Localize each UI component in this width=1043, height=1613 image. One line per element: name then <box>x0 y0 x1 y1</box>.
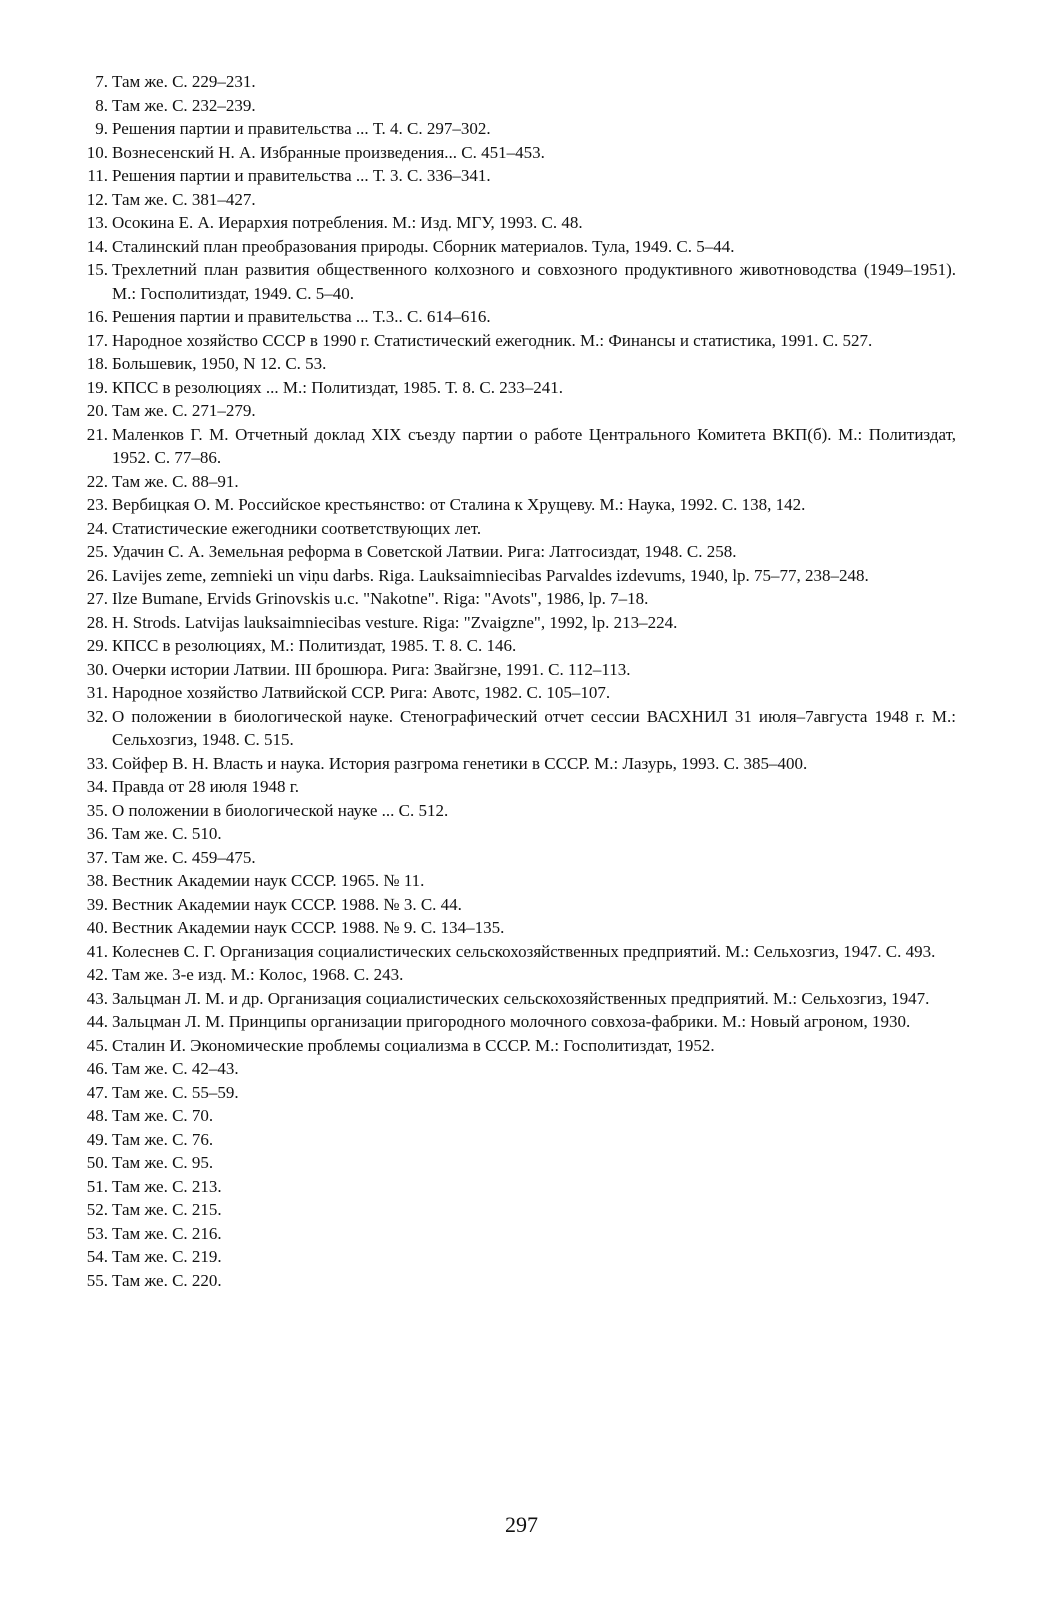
endnote-text: Там же. С. 216. <box>112 1223 222 1243</box>
endnote-item <box>76 1128 956 1152</box>
endnote-item <box>76 1245 956 1269</box>
endnote-text: Там же. С. 76. <box>112 1129 214 1149</box>
endnote-text: Там же. С. 88–91. <box>112 471 239 491</box>
endnote-text: Там же. С. 381–427. <box>112 189 256 209</box>
endnote-item <box>76 822 956 846</box>
endnote-text: Вестник Академии наук СССР. 1988. № 9. С. 134–135. <box>112 918 505 937</box>
endnote-number: 13. <box>86 213 108 232</box>
endnote-text: КПСС в резолюциях, М.: Политиздат, 1985. Т. 8. С. 146. <box>112 636 517 655</box>
endnote-item <box>76 211 956 235</box>
endnote-item <box>76 987 956 1011</box>
endnote-item <box>76 117 956 141</box>
endnote-text: Там же. С. 215. <box>112 1200 222 1219</box>
endnote-item <box>76 470 956 494</box>
endnote-text: Маленков Г. М. Отчетный доклад XIX съезду партии о работе Центрального Комитета ВКП(б). М.: Политиздат, 1952. С. 77–86. <box>112 424 956 467</box>
endnote-text: Там же. 3-е изд. М.: Колос, 1968. С. 243. <box>112 965 404 984</box>
endnote-number: 15. <box>86 260 108 279</box>
endnote-text: Вербицкая О. М. Российское крестьянство: от Сталина к Хрущеву. М.: Наука, 1992. С. 138, 142. <box>112 495 806 514</box>
endnote-text: Народное хозяйство Латвийской ССР. Рига: Авотс, 1982. С. 105–107. <box>112 683 611 702</box>
endnote-number: 54. <box>86 1247 108 1266</box>
endnote-text: Удачин С. А. Земельная реформа в Советской Латвии. Рига: Латгосиздат, 1948. С. 258. <box>112 542 737 561</box>
endnote-number: 14. <box>86 236 108 256</box>
endnote-number: 30. <box>86 659 108 679</box>
endnote-item <box>76 1269 956 1293</box>
endnote-item <box>76 164 956 188</box>
endnote-text: Там же. С. 459–475. <box>112 847 256 867</box>
endnote-item <box>76 587 956 611</box>
endnote-text: Зальцман Л. М. и др. Организация социалистических сельскохозяйственных предприятий. М.: Сельхозгиз, 1947. <box>112 988 930 1008</box>
endnote-number: 48. <box>86 1106 108 1125</box>
endnote-item <box>76 869 956 893</box>
endnote-item <box>76 658 956 682</box>
endnote-number: 36. <box>86 824 108 843</box>
endnote-text: Трехлетний план развития общественного колхозного и совхозного продуктивного животноводства (1949–1951). М.: Госполитиздат, 1949. С. 5–40. <box>112 260 956 303</box>
endnote-item <box>76 141 956 165</box>
endnote-text: Там же. С. 55–59. <box>112 1082 239 1102</box>
endnote-item <box>76 352 956 376</box>
endnote-number: 16. <box>86 307 108 326</box>
endnote-text: Колеснев С. Г. Организация социалистических сельскохозяйственных предприятий. М.: Сельхозгиз, 1947. С. 493. <box>112 941 936 961</box>
endnote-item <box>76 1081 956 1105</box>
endnote-item <box>76 705 956 752</box>
endnote-number: 23. <box>86 495 108 514</box>
endnote-number: 44. <box>86 1012 108 1031</box>
endnote-number: 25. <box>86 542 108 561</box>
endnote-number: 53. <box>86 1223 108 1243</box>
endnote-item <box>76 963 956 987</box>
endnote-number: 32. <box>86 706 108 726</box>
endnote-number: 51. <box>86 1176 108 1196</box>
endnote-item <box>76 540 956 564</box>
endnote-number: 46. <box>86 1059 108 1078</box>
endnote-item <box>76 940 956 964</box>
endnote-number: 49. <box>86 1129 108 1149</box>
endnote-text: Там же. С. 271–279. <box>112 401 256 420</box>
endnote-number: 31. <box>86 683 108 702</box>
endnote-number: 9. <box>95 119 108 138</box>
endnote-number: 26. <box>86 565 108 585</box>
endnote-number: 19. <box>86 377 108 397</box>
endnote-item <box>76 423 956 470</box>
endnote-text: Ilze Bumane, Ervids Grinovskis u.c. "Nakotne". Riga: "Avots", 1986, lp. 7–18. <box>112 589 649 608</box>
endnote-item <box>76 799 956 823</box>
endnote-text: КПСС в резолюциях ... М.: Политиздат, 1985. Т. 8. С. 233–241. <box>112 377 563 397</box>
endnote-text: Осокина Е. А. Иерархия потребления. М.: Изд. МГУ, 1993. С. 48. <box>112 213 583 232</box>
endnote-number: 28. <box>86 612 108 632</box>
endnote-item <box>76 1222 956 1246</box>
endnote-text: Статистические ежегодники соответствующих лет. <box>112 518 482 538</box>
endnote-number: 10. <box>86 142 108 162</box>
endnote-text: Сталин И. Экономические проблемы социализма в СССР. М.: Госполитиздат, 1952. <box>112 1035 715 1055</box>
endnote-number: 38. <box>86 871 108 890</box>
endnote-item <box>76 305 956 329</box>
endnote-item <box>76 611 956 635</box>
endnote-item <box>76 329 956 353</box>
endnote-item <box>76 235 956 259</box>
endnote-number: 22. <box>86 471 108 491</box>
endnote-item <box>76 775 956 799</box>
endnote-number: 52. <box>86 1200 108 1219</box>
endnote-text: Сойфер В. Н. Власть и наука. История разгрома генетики в СССР. М.: Лазурь, 1993. С. 385–400. <box>112 753 808 773</box>
endnote-item <box>76 70 956 94</box>
endnote-number: 50. <box>86 1153 108 1172</box>
endnote-text: Сталинский план преобразования природы. Сборник материалов. Тула, 1949. С. 5–44. <box>112 236 735 256</box>
endnote-item <box>76 893 956 917</box>
endnote-text: Там же. С. 232–239. <box>112 95 256 115</box>
endnote-item <box>76 94 956 118</box>
endnote-number: 29. <box>86 636 108 655</box>
endnote-number: 39. <box>86 894 108 914</box>
endnote-item <box>76 258 956 305</box>
endnote-item <box>76 1057 956 1081</box>
endnote-text: Вестник Академии наук СССР. 1965. № 11. <box>112 871 425 890</box>
endnote-number: 7. <box>95 72 108 91</box>
endnote-text: Вестник Академии наук СССР. 1988. № 3. С. 44. <box>112 894 462 914</box>
endnote-item <box>76 1198 956 1222</box>
endnote-number: 34. <box>86 777 108 796</box>
endnote-text: Там же. С. 510. <box>112 824 222 843</box>
endnote-text: Там же. С. 95. <box>112 1153 214 1172</box>
endnote-item <box>76 493 956 517</box>
endnote-text: Решения партии и правительства ... Т. 4. С. 297–302. <box>112 119 491 138</box>
endnote-item <box>76 681 956 705</box>
page-number: 297 <box>505 1512 538 1537</box>
endnote-text: О положении в биологической науке. Стенографический отчет сессии ВАСХНИЛ 31 июля–7августа 1948 г. М.: Сельхозгиз, 1948. С. 515. <box>112 706 956 749</box>
endnote-text: Правда от 28 июля 1948 г. <box>112 777 300 796</box>
endnote-item <box>76 1034 956 1058</box>
endnote-number: 42. <box>86 965 108 984</box>
endnote-item <box>76 376 956 400</box>
endnote-number: 27. <box>86 589 108 608</box>
endnote-number: 37. <box>86 847 108 867</box>
endnote-text: Там же. С. 70. <box>112 1106 214 1125</box>
endnote-item <box>76 846 956 870</box>
endnote-item <box>76 1010 956 1034</box>
endnote-text: Там же. С. 220. <box>112 1270 222 1290</box>
endnote-number: 43. <box>86 988 108 1008</box>
endnote-number: 24. <box>86 518 108 538</box>
endnote-item <box>76 1175 956 1199</box>
endnote-number: 35. <box>86 800 108 820</box>
endnote-text: Народное хозяйство СССР в 1990 г. Статистический ежегодник. М.: Финансы и статистика, 1991. С. 527. <box>112 330 873 350</box>
endnote-number: 18. <box>86 354 108 373</box>
endnote-number: 40. <box>86 918 108 937</box>
endnote-text: Там же. С. 219. <box>112 1247 222 1266</box>
endnote-text: Там же. С. 42–43. <box>112 1059 239 1078</box>
endnote-text: О положении в биологической науке ... С. 512. <box>112 800 449 820</box>
endnote-item <box>76 1104 956 1128</box>
endnote-number: 41. <box>86 941 108 961</box>
endnote-text: H. Strods. Latvijas lauksaimniecibas vesture. Riga: "Zvaigzne", 1992, lp. 213–224. <box>112 612 678 632</box>
endnote-item <box>76 634 956 658</box>
endnote-text: Там же. С. 213. <box>112 1176 222 1196</box>
endnote-item <box>76 517 956 541</box>
endnote-text: Вознесенский Н. А. Избранные произведения... С. 451–453. <box>112 142 545 162</box>
endnote-number: 45. <box>86 1035 108 1055</box>
endnote-item <box>76 916 956 940</box>
endnote-item <box>76 399 956 423</box>
endnote-item <box>76 1151 956 1175</box>
endnote-number: 20. <box>86 401 108 420</box>
endnote-text: Решения партии и правительства ... Т.3.. С. 614–616. <box>112 307 491 326</box>
endnote-number: 11. <box>87 166 108 185</box>
endnote-item <box>76 188 956 212</box>
endnotes-list <box>76 70 956 1292</box>
endnote-number: 17. <box>86 330 108 350</box>
endnote-number: 8. <box>95 95 108 115</box>
endnote-number: 12. <box>86 189 108 209</box>
endnote-text: Зальцман Л. М. Принципы организации пригородного молочного совхоза-фабрики. М.: Новый агроном, 1930. <box>112 1012 911 1031</box>
endnote-number: 33. <box>86 753 108 773</box>
endnote-text: Решения партии и правительства ... Т. 3. С. 336–341. <box>112 166 491 185</box>
endnote-item <box>76 752 956 776</box>
endnote-number: 21. <box>86 424 108 444</box>
endnote-text: Большевик, 1950, N 12. С. 53. <box>112 354 327 373</box>
endnote-text: Там же. С. 229–231. <box>112 72 256 91</box>
endnote-text: Очерки истории Латвии. III брошюра. Рига: Звайгзне, 1991. С. 112–113. <box>112 659 631 679</box>
endnote-number: 47. <box>86 1082 108 1102</box>
endnote-item <box>76 564 956 588</box>
endnote-number: 55. <box>86 1270 108 1290</box>
endnote-text: Lavijes zeme, zemnieki un viņu darbs. Riga. Lauksaimniecibas Parvaldes izdevums, 1940, lp. 75–77, 238–248. <box>112 565 869 585</box>
